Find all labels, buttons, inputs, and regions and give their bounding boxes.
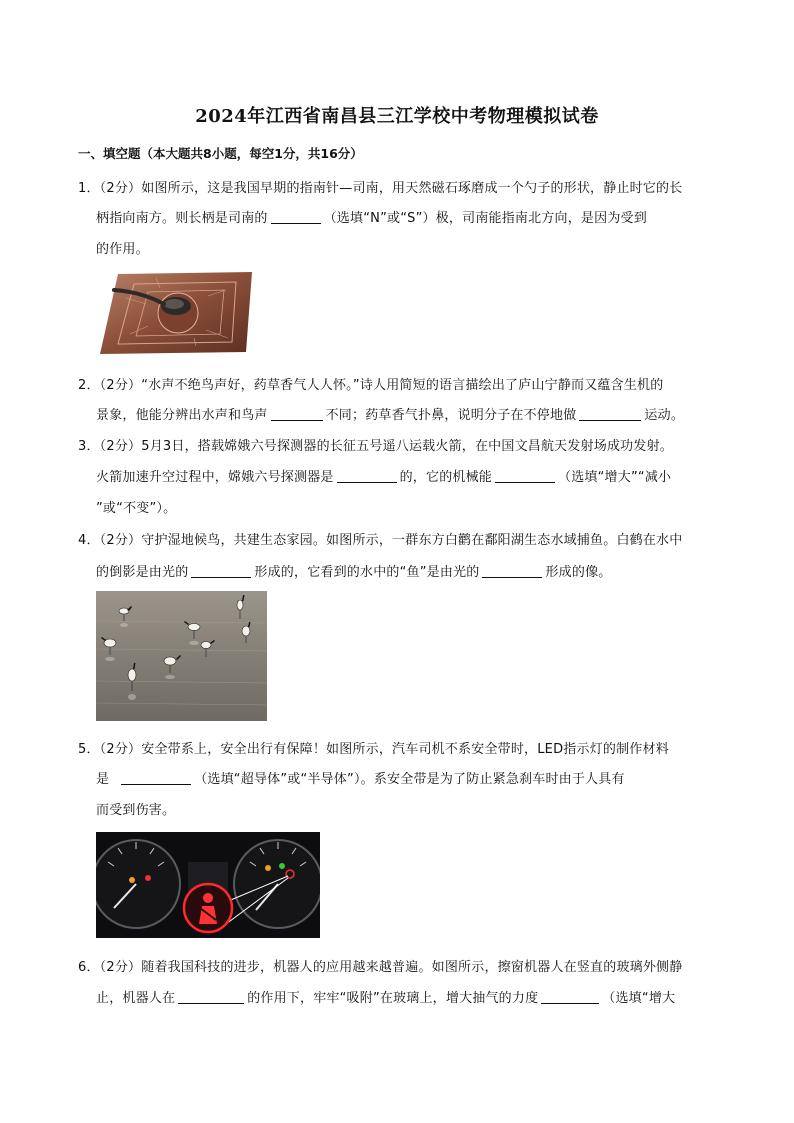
answer-blank[interactable] [579,407,641,421]
question-number: 3． [78,439,100,454]
question-2-line-2: 景象，他能分辨出水声和鸟声 不同；药草香气扑鼻，说明分子在不停地做 运动。 [96,408,685,423]
answer-blank[interactable] [495,469,555,483]
question-number: 1． [78,181,100,196]
question-2-line-1: 2．（2分）“水声不绝鸟声好，药草香气人人怀。”诗人用简短的语言描绘出了庐山宁静而又蕴含生机的 [78,378,664,393]
question-5-line-3: 而受到伤害。 [96,803,176,818]
question-1-line-3: 的作用。 [96,242,149,257]
question-3-line-2: 火箭加速升空过程中，嫦娥六号探测器是 的，它的机械能 （选填“增大”“减小 [96,470,672,485]
section-heading: 一、填空题（本大题共8小题，每空1分，共16分） [78,146,363,161]
question-number: 2． [78,378,100,393]
question-number: 5． [78,742,100,757]
question-number: 4． [78,533,100,548]
answer-blank[interactable] [271,407,323,421]
question-1-line-2: 柄指向南方。则长柄是司南的 （选填“N”或“S”）极，司南能指南北方向，是因为受到 [96,211,647,226]
question-5-line-2: 是 （选填“超导体”或“半导体”）。系安全带是为了防止紧急刹车时由于人具有 [96,772,625,787]
question-3-line-1: 3．（2分）5月3日，搭载嫦娥六号探测器的长征五号遥八运载火箭，在中国文昌航天发射场成功发射。 [78,439,673,454]
answer-blank[interactable] [191,564,251,578]
question-6-line-1: 6．（2分）随着我国科技的进步，机器人的应用越来越普遍。如图所示，擦窗机器人在竖直的玻璃外侧静 [78,960,683,975]
question-number: 6． [78,960,100,975]
question-6-line-2: 止，机器人在 的作用下，牢牢“吸附”在玻璃上，增大抽气的力度 （选填“增大 [96,991,676,1006]
car-dashboard-image [96,832,320,938]
answer-blank[interactable] [178,990,244,1004]
answer-blank[interactable] [541,990,599,1004]
answer-blank[interactable] [121,771,191,785]
answer-blank[interactable] [337,469,397,483]
question-4-line-1: 4．（2分）守护湿地候鸟，共建生态家园。如图所示，一群东方白鹳在鄱阳湖生态水域捕鱼。白鹤在水中 [78,533,683,548]
document-title: 2024年江西省南昌县三江学校中考物理模拟试卷 [195,106,599,127]
storks-in-lake-image [96,591,267,721]
question-3-line-3: ”或“不变”）。 [96,501,177,516]
question-5-line-1: 5．（2分）安全带系上，安全出行有保障！如图所示，汽车司机不系安全带时，LED指示灯的制作材料 [78,742,669,757]
sinan-compass-image [96,268,254,356]
question-1-line-1: 1．（2分）如图所示，这是我国早期的指南针—司南，用天然磁石琢磨成一个勺子的形状，静止时它的长 [78,181,683,196]
answer-blank[interactable] [482,564,542,578]
question-4-line-2: 的倒影是由光的 形成的，它看到的水中的“鱼”是由光的 形成的像。 [96,565,612,580]
answer-blank[interactable] [271,210,321,224]
